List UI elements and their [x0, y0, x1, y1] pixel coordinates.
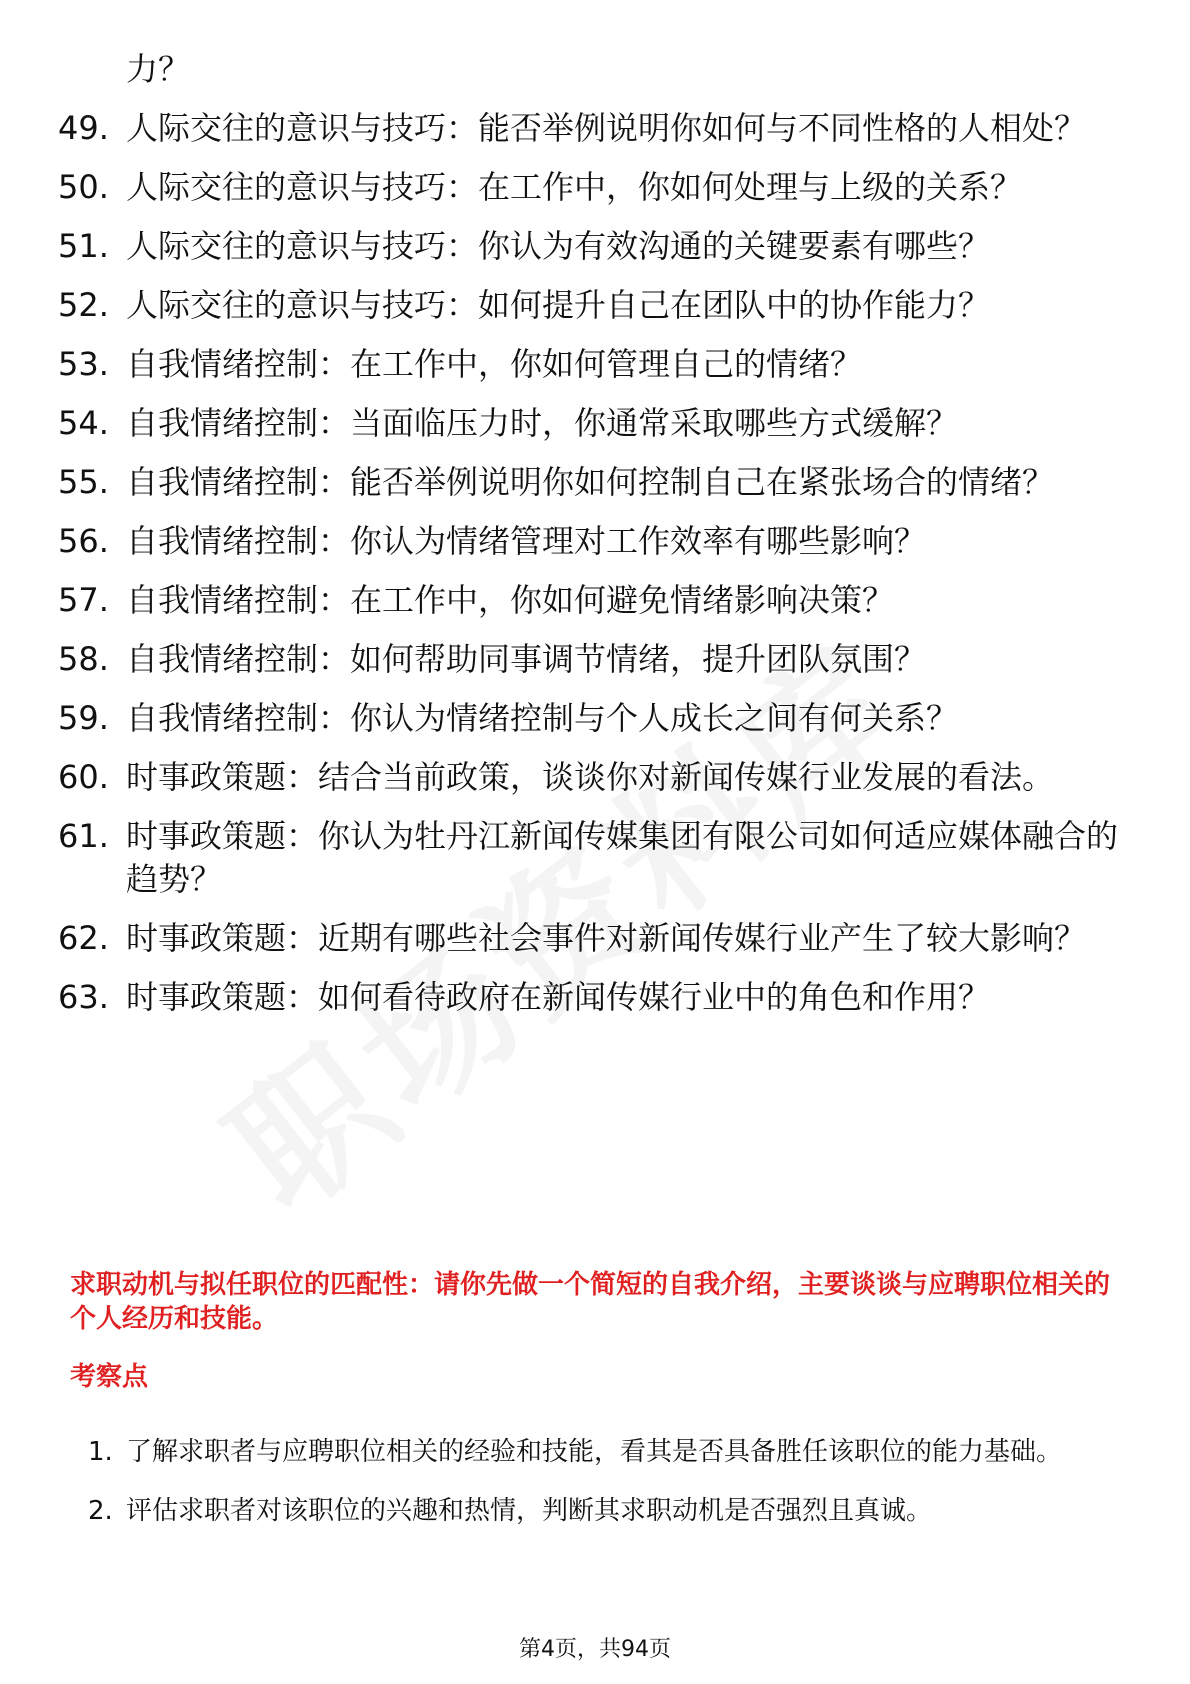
question-number: 59.: [58, 699, 109, 737]
question-item: [58, 461, 1138, 504]
question-text: 时事政策题：结合当前政策，谈谈你对新闻传媒行业发展的看法。: [126, 758, 1055, 796]
section-title: 求职动机与拟任职位的匹配性：请你先做一个简短的自我介绍，主要谈谈与应聘职位相关的个人经历和技能。: [70, 1270, 1111, 1334]
question-item: [58, 166, 1138, 209]
question-item: [58, 756, 1138, 799]
assessment-point: [88, 1484, 1118, 1539]
question-item: [58, 284, 1138, 327]
page-footer: 第4页，共94页: [519, 1637, 671, 1662]
question-item: [58, 815, 1138, 901]
question-number: 57.: [58, 581, 109, 619]
question-item: [58, 343, 1138, 386]
question-number: 60.: [58, 758, 109, 796]
question-number: 49.: [58, 109, 109, 147]
question-text: 时事政策题：近期有哪些社会事件对新闻传媒行业产生了较大影响？: [126, 919, 1087, 957]
question-text: 人际交往的意识与技巧：你认为有效沟通的关键要素有哪些？: [126, 227, 991, 265]
question-text: 时事政策题：你认为牡丹江新闻传媒集团有限公司如何适应媒体融合的趋势？: [126, 817, 1119, 898]
question-text: 力？: [126, 50, 191, 88]
question-item: [58, 976, 1138, 1019]
point-text: 了解求职者与应聘职位相关的经验和技能，看其是否具备胜任该职位的能力基础。: [126, 1437, 1063, 1467]
question-number: 52.: [58, 286, 109, 324]
question-text: 自我情绪控制：能否举例说明你如何控制自己在紧张场合的情绪？: [126, 463, 1055, 501]
question-number: 51.: [58, 227, 109, 265]
question-text: 自我情绪控制：如何帮助同事调节情绪，提升团队氛围？: [126, 640, 927, 678]
question-text: 自我情绪控制：你认为情绪控制与个人成长之间有何关系？: [126, 699, 959, 737]
question-item: [58, 225, 1138, 268]
question-item: [58, 917, 1138, 960]
question-number: 50.: [58, 168, 109, 206]
question-text: 人际交往的意识与技巧：能否举例说明你如何与不同性格的人相处？: [126, 109, 1087, 147]
question-number: 58.: [58, 640, 109, 678]
question-item: [58, 48, 1138, 91]
question-item: [58, 638, 1138, 681]
points-heading: 考察点: [70, 1362, 149, 1392]
point-number: 1.: [88, 1437, 113, 1467]
question-item: [58, 402, 1138, 445]
question-number: 55.: [58, 463, 109, 501]
point-text: 评估求职者对该职位的兴趣和热情，判断其求职动机是否强烈且真诚。: [126, 1496, 933, 1526]
question-text: 时事政策题：如何看待政府在新闻传媒行业中的角色和作用？: [126, 978, 991, 1016]
question-text: 自我情绪控制：在工作中，你如何避免情绪影响决策？: [126, 581, 895, 619]
assessment-points-list: [88, 1425, 1118, 1543]
question-number: 63.: [58, 978, 109, 1016]
question-number: 61.: [58, 817, 109, 855]
question-text: 人际交往的意识与技巧：在工作中，你如何处理与上级的关系？: [126, 168, 1023, 206]
question-number: 56.: [58, 522, 109, 560]
question-number: 53.: [58, 345, 109, 383]
question-item: [58, 107, 1138, 150]
question-number: 54.: [58, 404, 109, 442]
question-item: [58, 579, 1138, 622]
point-number: 2.: [88, 1496, 113, 1526]
question-text: 人际交往的意识与技巧：如何提升自己在团队中的协作能力？: [126, 286, 991, 324]
question-list: [58, 48, 1138, 1035]
assessment-point: [88, 1425, 1118, 1480]
question-number: 62.: [58, 919, 109, 957]
question-text: 自我情绪控制：在工作中，你如何管理自己的情绪？: [126, 345, 863, 383]
question-item: [58, 697, 1138, 740]
question-text: 自我情绪控制：当面临压力时，你通常采取哪些方式缓解？: [126, 404, 959, 442]
question-item: [58, 520, 1138, 563]
question-text: 自我情绪控制：你认为情绪管理对工作效率有哪些影响？: [126, 522, 927, 560]
